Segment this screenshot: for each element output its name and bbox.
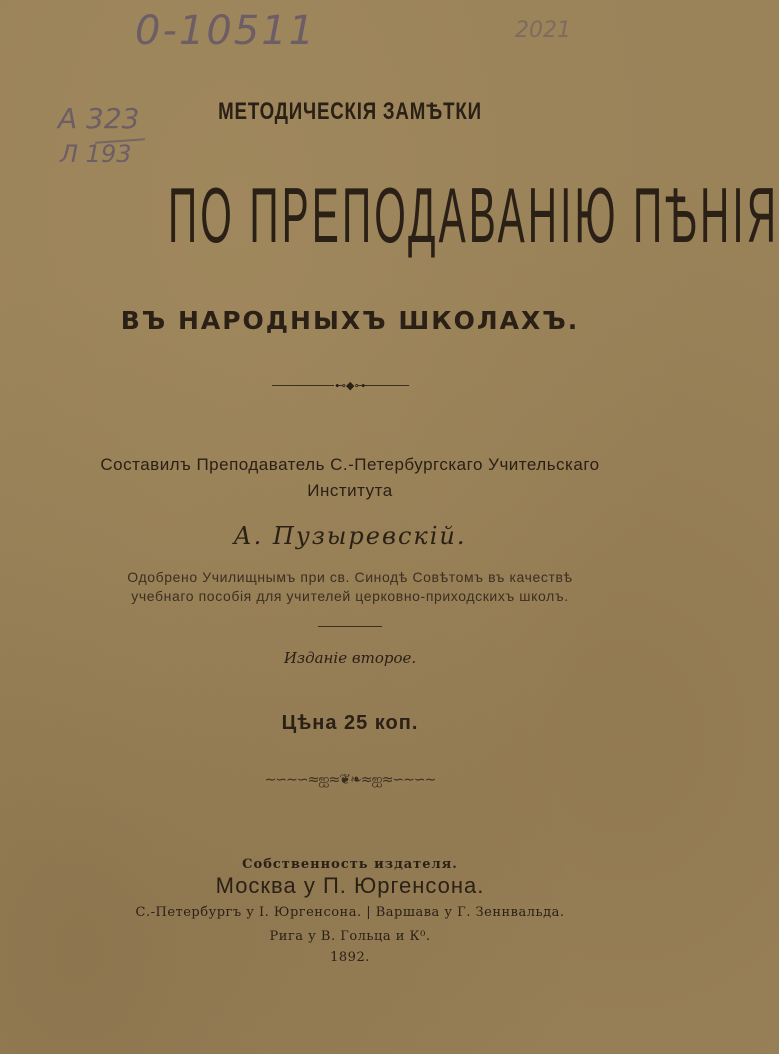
price-label: Цѣна 25 коп. xyxy=(281,712,419,734)
author-name: А. Пузыревскій. xyxy=(233,522,467,550)
edition-note: Изданіе второе. xyxy=(283,649,417,667)
decorative-rule: ∼∽∼∽≈ஐ≈❦❧≈ஐ≈∽∼∽∼ xyxy=(264,772,436,788)
title-line-2: ПО ПРЕПОДАВАНІЮ ПѢНІЯ xyxy=(168,171,779,259)
divider-line-right xyxy=(365,385,409,386)
approval-line-1: Одобрено Училищнымъ при св. Синодѣ Совѣтомъ въ качествѣ xyxy=(127,569,573,585)
compiler-line-2: Института xyxy=(307,481,393,500)
section-divider xyxy=(318,626,382,627)
imprint-distributors: С.-Петербургъ у І. Юргенсона. | Варшава у Г. Зеннвальда. xyxy=(135,905,565,920)
divider-ornament: ⊷◆⊶ xyxy=(335,379,366,392)
imprint-owner: Собственность издателя. xyxy=(242,857,458,872)
inventory-stamp: 0-10511 xyxy=(135,8,317,54)
approval-line-2: учебнаго пособія для учителей церковно-приходскихъ школъ. xyxy=(131,588,569,604)
divider-line-left xyxy=(272,385,334,386)
title-line-3: ВЪ НАРОДНЫХЪ ШКОЛАХЪ. xyxy=(120,306,580,335)
title-line-1: МЕТОДИЧЕСКІЯ ЗАМѢТКИ xyxy=(218,98,482,125)
compiler-line-1: Составилъ Преподаватель С.-Петербургскаго Учительскаго xyxy=(100,455,600,474)
imprint-publisher: Москва у П. Юргенсона. xyxy=(215,873,485,898)
corner-mark: 2021 xyxy=(515,18,571,43)
imprint-year: 1892. xyxy=(330,950,370,965)
shelf-mark-bottom: Л 193 xyxy=(60,140,132,168)
shelf-mark-top: А 323 xyxy=(58,102,140,135)
imprint-riga: Рига у В. Гольца и К⁰. xyxy=(269,929,431,944)
